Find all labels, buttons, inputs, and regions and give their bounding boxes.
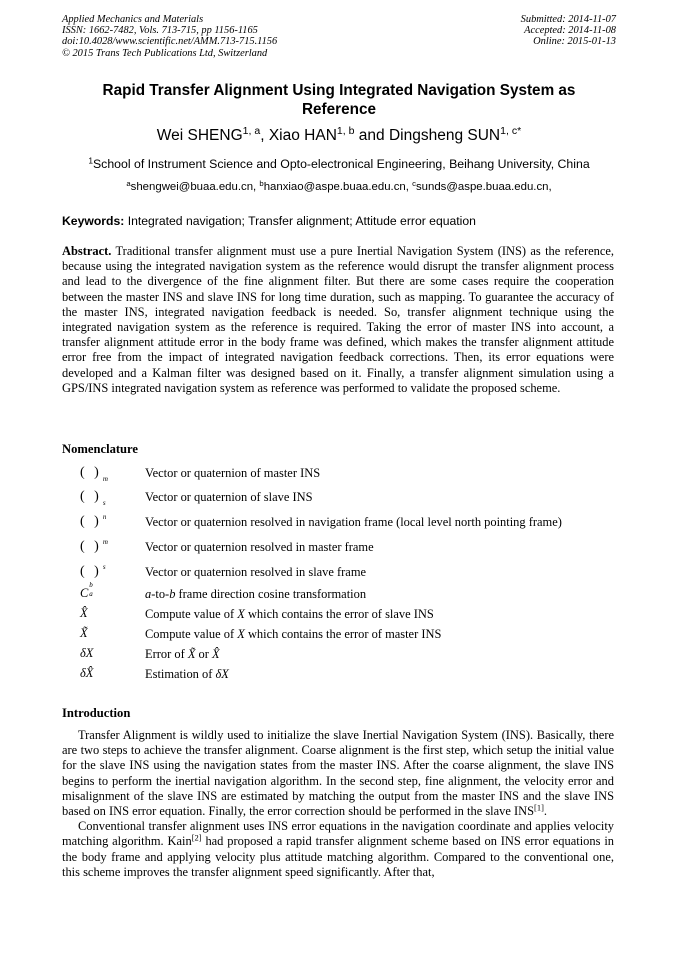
- nomenclature-symbol: C b a: [80, 581, 93, 600]
- issn-info: ISSN: 1662-7482, Vols. 713-715, pp 1156-1165: [62, 25, 258, 37]
- nomenclature-symbol: ( )$_m$: [80, 465, 108, 483]
- author-name: Dingsheng SUN: [388, 127, 501, 144]
- email-list: [60, 180, 618, 194]
- nomenclature-description: a-to-b frame direction cosine transformation: [145, 587, 367, 601]
- keywords: [62, 214, 476, 228]
- affiliation: [60, 157, 618, 171]
- nomenclature-symbol: δX̂: [80, 666, 94, 680]
- email-sup: a: [126, 178, 131, 188]
- keywords-text: Integrated navigation; Transfer alignment; Attitude error equation: [124, 214, 476, 228]
- author-list: [60, 127, 618, 145]
- nomenclature-row: [80, 564, 620, 582]
- nomenclature-description: Vector or quaternion resolved in navigation frame (local level north pointing frame): [145, 515, 562, 529]
- nomenclature-symbol: ( )$_s$: [80, 489, 106, 507]
- nomenclature-description: Vector or quaternion resolved in slave frame: [145, 565, 367, 579]
- nomenclature-row: [80, 539, 620, 557]
- email-link[interactable]: hanxiao@aspe.buaa.edu.cn,: [263, 181, 413, 193]
- email-sup: b: [259, 178, 264, 188]
- nomenclature-row: [80, 646, 620, 664]
- nomenclature-description: Error of X̃ or X̂: [145, 647, 220, 661]
- nomenclature-row: [80, 465, 620, 483]
- online-date: Online: 2015-01-13: [533, 36, 616, 48]
- affiliation-sup: 1: [88, 155, 93, 166]
- author-name: Wei SHENG: [156, 127, 243, 144]
- intro-paragraph-1: Transfer Alignment is wildly used to initialize the slave Inertial Navigation System (INS). Basically, there are two steps to achieve the transfer alignment. Coarse alignment is the first step, which setup the initial value for the slave INS using the navigation states from the master INS. After the coarse alignment, the slave INS begins to perform the inertial navigation algorithm. In the second step, fine alignment, the velocity error and misalignment of the slave INS are estimated by matching the output from the master INS and the slave INS based on INS error equation. Finally, the error correction should be performed in the slave INS[1].: [62, 728, 614, 819]
- nomenclature-description: Vector or quaternion resolved in master frame: [145, 540, 374, 554]
- doi-info: doi:10.4028/www.scientific.net/AMM.713-715.1156: [62, 36, 278, 48]
- introduction-heading: Introduction: [62, 706, 131, 720]
- nomenclature-heading: Nomenclature: [62, 442, 139, 456]
- nomenclature-row: [80, 581, 620, 604]
- nomenclature-symbol: X̂: [80, 606, 88, 620]
- nomenclature-symbol: δX: [80, 646, 94, 660]
- author-sup: 1, b: [336, 125, 355, 138]
- introduction-body: [62, 728, 614, 880]
- nomenclature-description: Compute value of X which contains the error of master INS: [145, 627, 442, 641]
- accepted-date: Accepted: 2014-11-08: [524, 25, 616, 37]
- email-link[interactable]: shengwei@buaa.edu.cn,: [130, 181, 260, 193]
- author-separator: ,: [260, 127, 269, 144]
- title-line-2: Reference: [302, 101, 376, 118]
- nomenclature-row: [80, 666, 620, 684]
- nomenclature-symbol: X̃: [80, 626, 88, 640]
- paper-title: [60, 81, 618, 119]
- nomenclature-description: Vector or quaternion of slave INS: [145, 490, 313, 504]
- nomenclature-row: [80, 606, 620, 624]
- journal-name: Applied Mechanics and Materials: [62, 14, 204, 25]
- nomenclature-symbol: ( )$^s$: [80, 563, 106, 579]
- author-sup: 1, a: [242, 125, 261, 138]
- author-sup: 1, c*: [500, 125, 522, 138]
- nomenclature-row: [80, 489, 620, 507]
- nomenclature-description: Vector or quaternion of master INS: [145, 466, 321, 480]
- author-name: Xiao HAN: [268, 127, 337, 144]
- abstract-label: Abstract.: [62, 244, 112, 258]
- nomenclature-description: Compute value of X which contains the error of slave INS: [145, 607, 434, 621]
- abstract: [62, 244, 614, 396]
- citation-ref[interactable]: [2]: [191, 832, 202, 843]
- nomenclature-symbol: ( )$^n$: [80, 513, 107, 529]
- journal-info: [62, 14, 277, 59]
- intro-paragraph-2: Conventional transfer alignment uses INS error equations in the navigation coordinate and applies velocity matching algorithm. Kain[2] had proposed a rapid transfer alignment scheme based on INS error equations in the body frame and applying velocity plus attitude matching algorithm. Compared to the conventional one, this scheme improves the transfer alignment speed significantly. After that,: [62, 819, 614, 879]
- affiliation-text: School of Instrument Science and Opto-electronical Engineering, Beihang University, China: [92, 157, 590, 171]
- author-separator: and: [354, 127, 389, 144]
- nomenclature-symbol: ( )$^m$: [80, 538, 108, 554]
- title-line-1: Rapid Transfer Alignment Using Integrated Navigation System as: [102, 82, 576, 99]
- nomenclature-description: Estimation of δX: [145, 667, 229, 681]
- nomenclature-row: [80, 626, 620, 644]
- copyright: © 2015 Trans Tech Publications Ltd, Switzerland: [62, 47, 268, 59]
- abstract-text: Traditional transfer alignment must use a pure Inertial Navigation System (INS) as the reference, because using the integrated navigation system as the reference would disrupt the transfer alignment process and lead to the divergence of the fine alignment filter. But there are some cases require the cooperation between the master INS and slave INS for long time duration, such as mapping. To guarantee the accuracy of the master INS, integrated navigation feedback is needed. So, transfer alignment technique using the integrated navigation system as the reference is required. Taking the error of master INS into account, a transfer alignment attitude error in the body frame was defined, which makes the transfer alignment attitude error free from the impact of integrated navigation feedback corrections. Then, its error equations were developed and a Kalman filter was designed based on it. Finally, a transfer alignment simulation using a GPS/INS integrated navigation system as reference was performed to validate the proposed scheme.: [62, 244, 614, 395]
- email-sup: c: [412, 178, 416, 188]
- email-link[interactable]: sunds@aspe.buaa.edu.cn,: [415, 181, 552, 193]
- keywords-label: Keywords:: [62, 214, 125, 228]
- date-info: [521, 14, 616, 48]
- citation-ref[interactable]: [1]: [534, 802, 544, 813]
- submitted-date: Submitted: 2014-11-07: [520, 14, 616, 25]
- nomenclature-row: [80, 514, 620, 532]
